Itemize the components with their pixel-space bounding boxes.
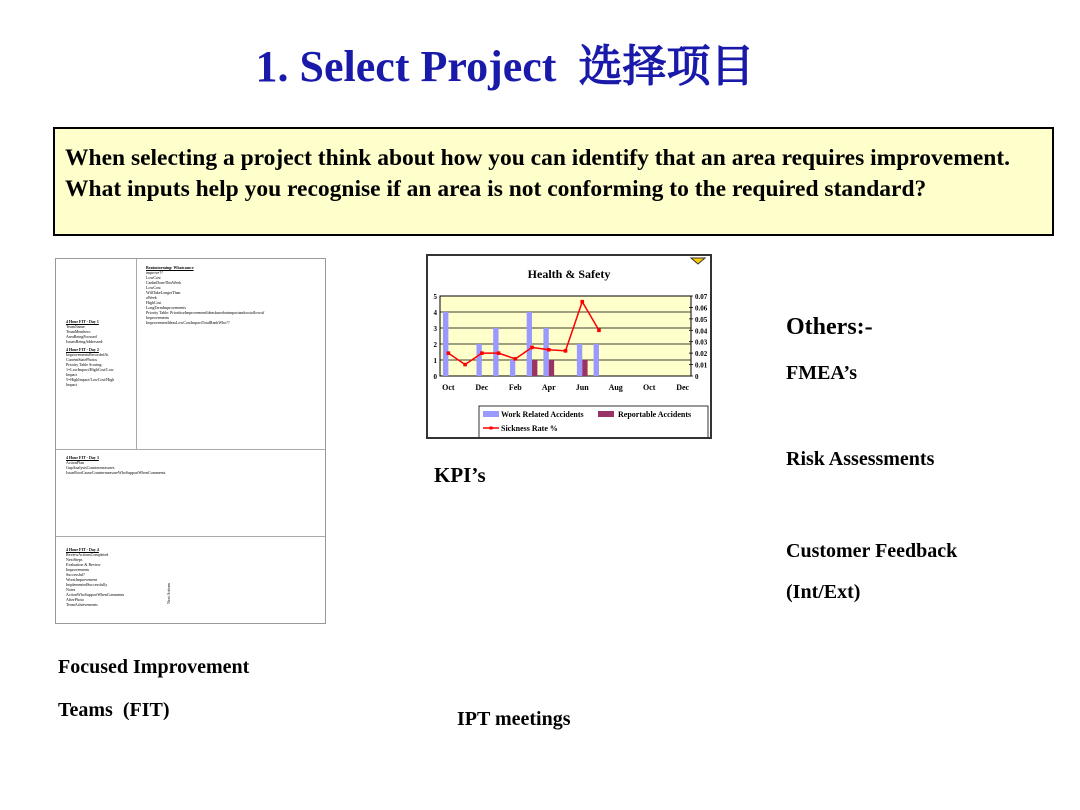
- doc-side-label: Next Actions: [166, 583, 171, 604]
- doc-line: Notes: [66, 587, 76, 592]
- doc-line: ReviewActionsCompleted: [66, 552, 109, 557]
- x-tick-label: Feb: [508, 383, 522, 392]
- line-point: [480, 351, 484, 355]
- doc-line: AreaBeingFocused: [66, 334, 97, 339]
- bar: [543, 328, 548, 376]
- doc-line: 5=HighImpact/LowCost/High: [66, 377, 115, 382]
- doc-line: Improvements: [66, 567, 90, 572]
- risk-assessments-label: Risk Assessments: [786, 448, 935, 470]
- doc-line: IssueRootCauseCountermeasureWhoSupportWhenComments: [66, 470, 166, 475]
- y-right-tick-label: 0.05: [695, 315, 708, 324]
- y-right-tick-label: 0.01: [695, 361, 708, 370]
- doc-line: Successful?: [66, 572, 85, 577]
- legend-label-sickness: Sickness Rate %: [501, 424, 558, 433]
- doc-line: LowCost: [146, 275, 161, 280]
- x-tick-label: Aug: [608, 383, 623, 392]
- doc-top-block: [146, 265, 264, 325]
- doc-line: ActionWhoSupportWhenComments: [66, 592, 125, 597]
- title-chinese: 选择项目: [578, 41, 755, 92]
- y-right-tick-label: 0.03: [695, 338, 708, 347]
- doc-line: IssuesBeingAddressed:: [66, 339, 104, 344]
- doc-line: Brainstorming: Whatcanwe: [146, 265, 194, 270]
- y-left-tick-label: 3: [433, 325, 437, 333]
- doc-line: Evaluation & Review: [66, 562, 101, 567]
- doc-line: TeamMembers:: [66, 329, 92, 334]
- kpis-label: KPI’s: [434, 463, 486, 487]
- doc-line: LowCost: [146, 285, 161, 290]
- title-main: 1. Select Project: [255, 42, 557, 91]
- y-right-tick-label: 0.07: [695, 293, 708, 301]
- bar: [594, 344, 599, 376]
- x-tick-label: Jun: [575, 383, 589, 392]
- y-left-tick-label: 1: [433, 357, 437, 365]
- doc-line: CurrentStatePhotos: [66, 357, 98, 362]
- doc-line: improve??: [146, 270, 163, 275]
- customer-feedback-label: Customer Feedback: [786, 540, 958, 562]
- line-point: [447, 351, 451, 355]
- doc-line: TeamName:: [66, 324, 86, 329]
- chart-title: Health & Safety: [527, 267, 611, 281]
- fit-document-thumbnail: [55, 258, 326, 624]
- line-point: [530, 346, 534, 350]
- doc-line: 4 Hour FIT - Day 2: [66, 347, 99, 352]
- doc-line: Impact: [66, 372, 78, 377]
- doc-line: NextSteps: [66, 557, 83, 562]
- ipt-meetings-label: IPT meetings: [457, 708, 571, 730]
- y-left-tick-label: 0: [433, 373, 437, 381]
- doc-day4-block: [66, 547, 124, 607]
- doc-line: Priority Table Scoring:: [66, 362, 103, 367]
- line-point: [514, 357, 518, 361]
- bar: [476, 344, 481, 376]
- chart-svg: [428, 256, 710, 437]
- doc-line: ImprovementIdeasLowCostImpactTotalRankWho??: [146, 320, 230, 325]
- doc-divider: [56, 449, 325, 450]
- doc-line: Priority Table: PrioritiseImprovementIdeasbasedonimpactandcostoflowstf: [146, 310, 265, 315]
- y-right-tick-label: 0: [695, 373, 699, 381]
- doc-line: TeamAchievements: [66, 602, 98, 607]
- bar: [510, 360, 515, 376]
- doc-line: Improvements: [146, 315, 170, 320]
- doc-divider: [56, 536, 325, 537]
- legend-swatch-reportable: [598, 411, 614, 417]
- x-tick-label: Dec: [475, 383, 489, 392]
- health-safety-chart: [426, 254, 712, 439]
- doc-line: HighCost: [146, 300, 162, 305]
- legend-label-work-related: Work Related Accidents: [501, 410, 584, 419]
- legend-swatch-sickness-marker: [490, 427, 493, 430]
- line-point: [580, 300, 584, 304]
- legend-label-reportable: Reportable Accidents: [618, 410, 692, 419]
- bar: [577, 344, 582, 376]
- doc-line: ActionPlan: [66, 460, 84, 465]
- y-right-tick-label: 0.06: [695, 304, 708, 313]
- legend-swatch-work-related: [483, 411, 499, 417]
- doc-line: WillTakeLongerThan: [146, 290, 181, 295]
- doc-line: 4 Hour FIT - Day 3: [66, 455, 99, 460]
- line-point: [497, 351, 501, 355]
- doc-line: 1=LowImpact/HighCost/Low: [66, 367, 114, 372]
- y-right-tick-label: 0.04: [695, 327, 708, 336]
- warning-triangle-icon: [691, 258, 705, 264]
- page-title: [0, 30, 1010, 94]
- bar: [549, 360, 554, 376]
- doc-line: 4 Hour FIT - Day 4: [66, 547, 99, 552]
- doc-line: ImprovementsRecordedAt: [66, 352, 109, 357]
- doc-line: ImplementedSuccessfully: [66, 582, 108, 587]
- y-left-tick-label: 5: [433, 293, 437, 301]
- doc-line: WorstImprovement: [66, 577, 98, 582]
- doc-line: aWeek: [146, 295, 157, 300]
- y-right-tick-label: 0.02: [695, 350, 708, 359]
- doc-line: LongTermImprovements: [146, 305, 186, 310]
- bar: [582, 360, 587, 376]
- doc-line: CanbeDoneThisWeek: [146, 280, 181, 285]
- others-label: Others:-: [786, 314, 873, 340]
- doc-day2-block: [66, 347, 114, 387]
- y-left-tick-label: 2: [433, 341, 437, 349]
- doc-day1-block: [66, 319, 103, 344]
- x-tick-label: Oct: [442, 383, 455, 392]
- doc-line: 4 Hour FIT - Day 1: [66, 319, 99, 324]
- x-tick-label: Oct: [642, 383, 656, 392]
- x-tick-label: Apr: [541, 383, 556, 392]
- line-point: [547, 348, 551, 352]
- fit-label-line2: Teams (FIT): [58, 699, 170, 721]
- doc-line: AfterPhoto: [66, 597, 84, 602]
- doc-line: Impact: [66, 382, 78, 387]
- fmea-label: FMEA’s: [786, 362, 858, 384]
- doc-line: GapAnalysisCountermeasures: [66, 465, 115, 470]
- doc-day3-block: [66, 455, 165, 475]
- line-point: [564, 349, 568, 353]
- bar: [527, 312, 532, 376]
- bar: [532, 360, 537, 376]
- x-tick-label: Dec: [676, 383, 690, 392]
- fit-label-line1: Focused Improvement: [58, 656, 250, 678]
- doc-divider: [136, 259, 137, 449]
- question-callout: [53, 127, 1054, 236]
- line-point: [597, 328, 601, 332]
- int-ext-label: (Int/Ext): [786, 581, 861, 603]
- bar: [443, 312, 448, 376]
- y-left-tick-label: 4: [433, 309, 437, 317]
- line-point: [463, 363, 467, 367]
- callout-text: When selecting a project think about how you can identify that an area requires improvement. What inputs help you recognise if an area is not conforming to the required standard?: [65, 145, 1011, 202]
